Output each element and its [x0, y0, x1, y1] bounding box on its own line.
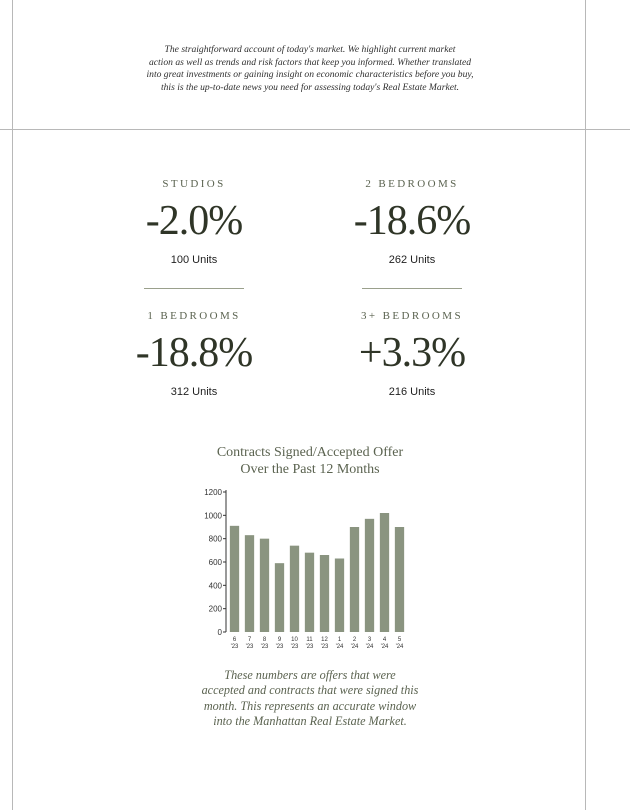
- note-line: month. This represents an accurate window: [203, 698, 417, 713]
- bar: [305, 553, 314, 632]
- intro-line: this is the up-to-date news you need for assessing today's Real Estate Market.: [160, 81, 460, 93]
- bar: [260, 539, 269, 632]
- intro-text: [110, 44, 510, 94]
- stat-label: 2 BEDROOMS: [365, 178, 459, 190]
- chart-note: [160, 668, 460, 730]
- stat-label: STUDIOS: [162, 178, 226, 190]
- stat-divider-right: [362, 288, 462, 289]
- bar: [350, 527, 359, 632]
- note-line: into the Manhattan Real Estate Market.: [213, 714, 407, 729]
- x-tick-label: 7 '23: [245, 637, 254, 650]
- stat-1-bedrooms: [94, 310, 294, 398]
- chart-title: [160, 444, 460, 478]
- stat-2-bedrooms: [312, 178, 512, 266]
- x-tick-label: 4 '24: [380, 637, 389, 650]
- intro-line: The straightforward account of today's market. We highlight current market: [164, 44, 456, 55]
- note-line: These numbers are offers that were: [224, 668, 396, 682]
- x-tick-label: 2 '24: [350, 637, 359, 650]
- stat-label: 3+ BEDROOMS: [361, 310, 463, 322]
- right-margin-line: [585, 0, 586, 810]
- stat-units: 216 Units: [388, 386, 436, 398]
- note-line: accepted and contracts that were signed this: [201, 683, 419, 698]
- y-tick-label: 600: [208, 558, 222, 567]
- intro-line: action as well as trends and risk factors that keep you informed. Whether translated: [148, 56, 472, 68]
- x-tick-label: 5 '24: [395, 637, 404, 650]
- bar: [230, 526, 239, 632]
- stat-studios: [94, 178, 294, 266]
- bar: [290, 546, 299, 632]
- y-tick-label: 400: [208, 581, 222, 591]
- contracts-bar-chart: [190, 482, 420, 654]
- x-tick-label: 1 '24: [335, 637, 344, 650]
- x-tick-label: 11 '23: [305, 637, 314, 650]
- y-tick-label: 1000: [204, 511, 222, 521]
- y-tick-label: 0: [217, 628, 222, 637]
- bar: [275, 563, 284, 632]
- x-tick-label: 10 '23: [290, 637, 299, 650]
- stat-value: -18.8%: [135, 330, 253, 376]
- stat-units: 262 Units: [388, 254, 436, 266]
- y-tick-label: 200: [208, 604, 222, 614]
- bar: [395, 527, 404, 632]
- chart-title-line: Over the Past 12 Months: [240, 462, 380, 477]
- bar: [335, 559, 344, 633]
- bar: [365, 519, 374, 632]
- chart-title-line: Contracts Signed/Accepted Offer: [216, 445, 404, 460]
- bar: [320, 555, 329, 632]
- y-tick-label: 1200: [204, 488, 222, 497]
- x-tick-label: 12 '23: [320, 637, 329, 650]
- y-tick-label: 800: [208, 534, 222, 544]
- x-tick-label: 6 '23: [230, 637, 239, 650]
- header-divider-line: [0, 129, 630, 130]
- bar: [245, 535, 254, 632]
- bar: [380, 513, 389, 632]
- stat-value: +3.3%: [358, 330, 466, 376]
- stat-label: 1 BEDROOMS: [147, 310, 241, 322]
- x-tick-label: 8 '23: [260, 637, 269, 650]
- stat-value: -18.6%: [353, 198, 471, 244]
- stat-units: 312 Units: [170, 386, 218, 398]
- intro-line: into great investments or gaining insight on economic characteristics before you buy,: [146, 69, 474, 81]
- stat-value: -2.0%: [145, 198, 243, 244]
- stat-units: 100 Units: [170, 254, 218, 266]
- stat-divider-left: [144, 288, 244, 289]
- x-tick-label: 3 '24: [365, 637, 374, 650]
- x-tick-label: 9 '23: [275, 637, 284, 650]
- left-margin-line: [12, 0, 13, 810]
- stat-3-plus-bedrooms: [312, 310, 512, 398]
